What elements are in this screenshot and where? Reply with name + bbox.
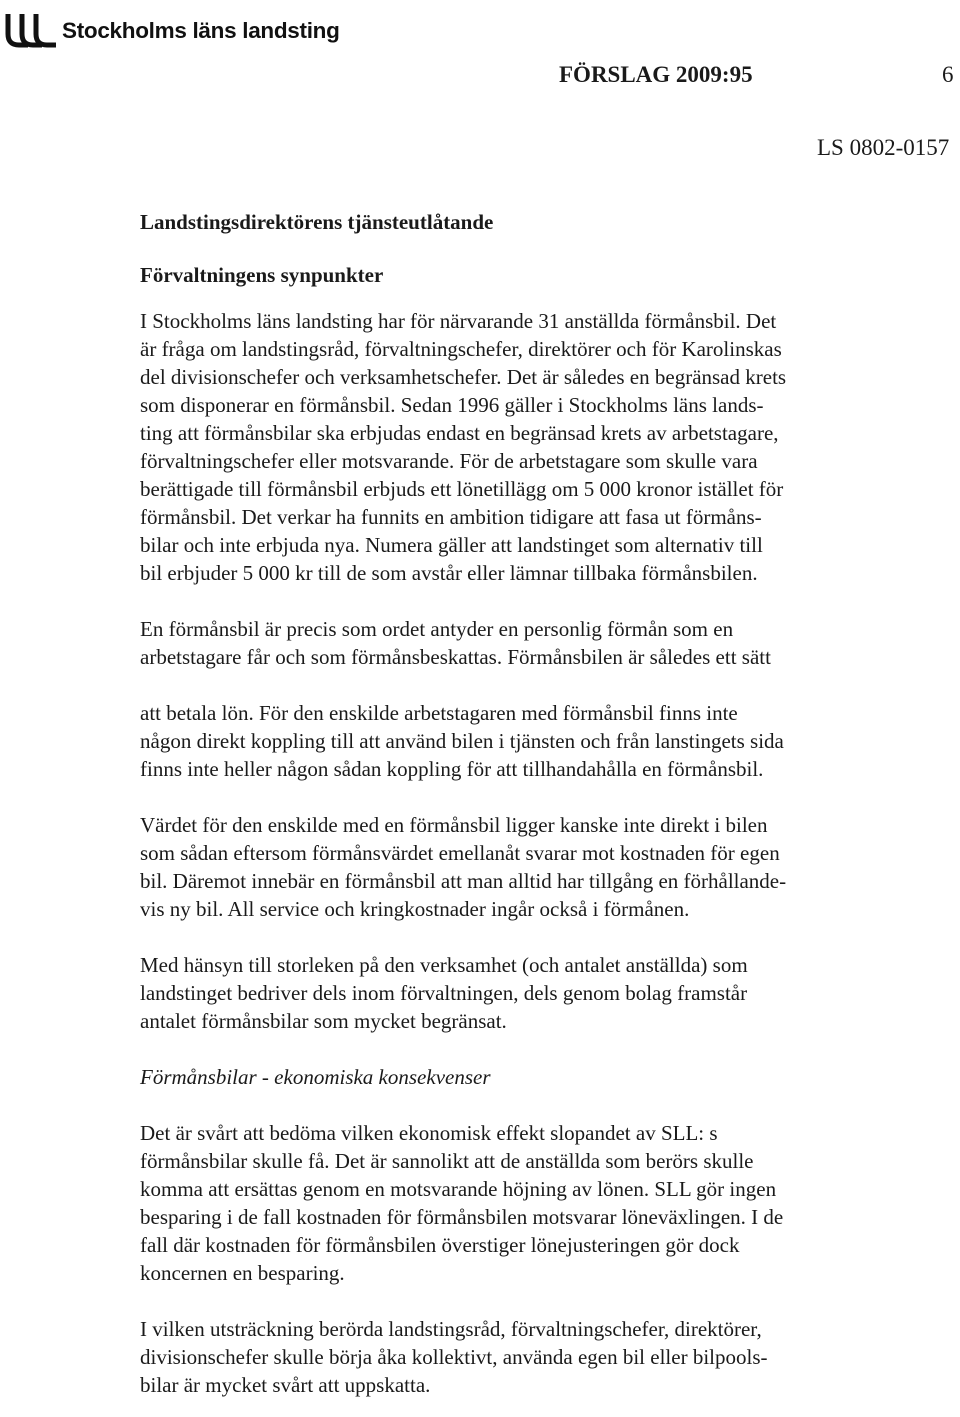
text-line: någon direkt koppling till att använd bilen i tjänsten och från lanstingets sida — [140, 729, 784, 753]
main-heading: Landstingsdirektörens tjänsteutlåtande — [140, 210, 494, 234]
text-line: berättigade till förmånsbil erbjuds ett lönetillägg om 5 000 kronor istället för — [140, 477, 784, 501]
paragraph-2 — [140, 615, 940, 671]
text-line: Värdet för den enskilde med en förmånsbil ligger kanske inte direkt i bilen — [140, 813, 768, 837]
paragraph-2-continued — [140, 699, 940, 783]
paragraph-5 — [140, 1119, 940, 1287]
page-number: 6 — [942, 62, 954, 87]
text-line: vis ny bil. All service och kringkostnader ingår också i förmånen. — [140, 897, 690, 921]
text-line: I vilken utsträckning berörda landstingsråd, förvaltningschefer, direktörer, — [140, 1317, 762, 1341]
paragraph-6 — [140, 1315, 940, 1399]
text-line: Det är svårt att bedöma vilken ekonomisk effekt slopandet av SLL: s — [140, 1121, 718, 1145]
text-line: bil erbjuder 5 000 kr till de som avstår eller lämnar tillbaka förmånsbilen. — [140, 561, 758, 585]
text-line: bilar och inte erbjuda nya. Numera gäller att landstinget som alternativ till — [140, 533, 763, 557]
text-line: finns inte heller någon sådan koppling för att tillhandahålla en förmånsbil. — [140, 757, 764, 781]
case-number: LS 0802-0157 — [817, 135, 950, 160]
text-line: att betala lön. För den enskilde arbetstagaren med förmånsbil finns inte — [140, 701, 738, 725]
text-line: bilar är mycket svårt att uppskatta. — [140, 1373, 431, 1397]
text-line: förmånsbilar skulle få. Det är sannolikt att de anställda som berörs skulle — [140, 1149, 754, 1173]
text-line: del divisionschefer och verksamhetschefer. Det är således en begränsad krets — [140, 365, 787, 389]
header-logo — [4, 14, 340, 48]
text-line: besparing i de fall kostnaden för förmånsbilen motsvarar löneväxlingen. I de — [140, 1205, 784, 1229]
text-line: I Stockholms läns landsting har för närvarande 31 anställda förmånsbil. Det — [140, 309, 777, 333]
text-line: bil. Däremot innebär en förmånsbil att man alltid har tillgång en förhållande- — [140, 869, 787, 893]
logo-text: Stockholms läns landsting — [62, 18, 340, 43]
text-line: som sådan eftersom förmånsvärdet emellanåt svarar mot kostnaden för egen — [140, 841, 780, 865]
text-line: förmånsbil. Det verkar ha funnits en ambition tidigare att fasa ut förmåns- — [140, 505, 762, 529]
section-heading-econ: Förmånsbilar - ekonomiska konsekvenser — [140, 1065, 491, 1089]
paragraph-4 — [140, 951, 940, 1035]
sll-logo-mark-icon — [4, 14, 56, 48]
text-line: är fråga om landstingsråd, förvaltningschefer, direktörer och för Karolinskas — [140, 337, 782, 361]
text-line: landstinget bedriver dels inom förvaltningen, dels genom bolag framstår — [140, 981, 748, 1005]
document-id: FÖRSLAG 2009:95 — [559, 62, 753, 87]
text-line: arbetstagare får och som förmånsbeskattas. Förmånsbilen är således ett sätt — [140, 645, 771, 669]
text-line: En förmånsbil är precis som ordet antyder en personlig förmån som en — [140, 617, 734, 641]
text-line: som disponerar en förmånsbil. Sedan 1996 gäller i Stockholms läns lands- — [140, 393, 764, 417]
text-line: förvaltningschefer eller motsvarande. För de arbetstagare som skulle vara — [140, 449, 758, 473]
text-line: fall där kostnaden för förmånsbilen överstiger lönejusteringen gör dock — [140, 1233, 740, 1257]
sub-heading: Förvaltningens synpunkter — [140, 263, 384, 287]
text-line: koncernen en besparing. — [140, 1261, 345, 1285]
paragraph-1 — [140, 307, 940, 587]
text-line: antalet förmånsbilar som mycket begränsat. — [140, 1009, 507, 1033]
paragraph-3 — [140, 811, 940, 923]
document-body — [140, 208, 940, 1399]
text-line: divisionschefer skulle börja åka kollektivt, använda egen bil eller bilpools- — [140, 1345, 768, 1369]
text-line: komma att ersättas genom en motsvarande höjning av lönen. SLL gör ingen — [140, 1177, 777, 1201]
text-line: Med hänsyn till storleken på den verksamhet (och antalet anställda) som — [140, 953, 748, 977]
text-line: ting att förmånsbilar ska erbjudas endast en begränsad krets av arbetstagare, — [140, 421, 779, 445]
